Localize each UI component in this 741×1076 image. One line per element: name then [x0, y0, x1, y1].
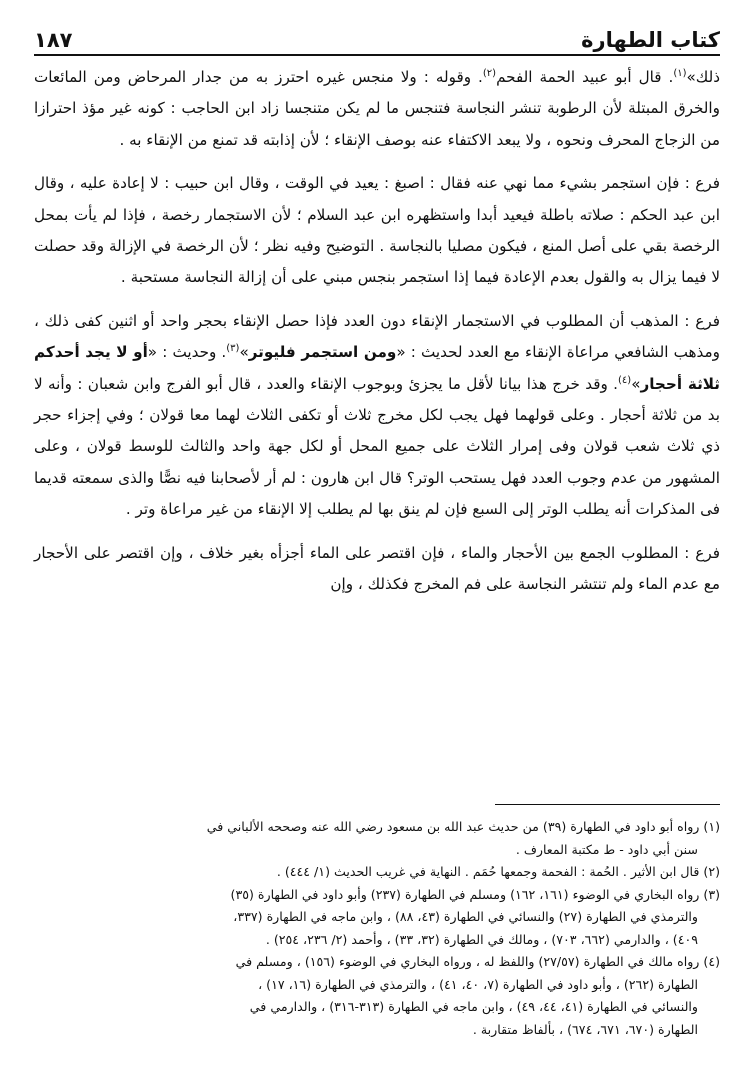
hadith-quote: أو لا يجد أحدكم ثلاثة أحجار	[34, 343, 721, 393]
footnote-text: رواه أبو داود في الطهارة (٣٩) من حديث عبد الله بن مسعود رضي الله عنه وصححه الألباني في	[206, 819, 700, 834]
text-run: ذلك»	[686, 68, 720, 86]
footnote	[34, 816, 720, 861]
footnote-number: (٢)	[703, 864, 720, 879]
paragraph	[34, 306, 720, 526]
footnote-ref: (٤)	[618, 374, 632, 386]
footnote-ref: (٢)	[482, 67, 497, 79]
main-text	[34, 62, 720, 601]
hadith-quote: ومن استجمر فليوتر	[248, 343, 397, 362]
footnote	[34, 861, 720, 884]
footnote-text: رواه مالك في الطهارة (٢٧/٥٧) واللفظ له ، ورواه البخاري في الوضوء (١٥٦) ، ومسلم في	[235, 954, 700, 969]
footnote-text: قال ابن الأثير . الحُمة : الفحمة وجمعها حُمَم . النهاية في غريب الحديث (١/ ٤٤٤) .	[276, 864, 700, 879]
text-run: . وقوله : ولا منجس غيره احترز به من جدار المرحاض ومن المائعات والخرق المبتلة لأن الرطوبة تنشر النجاسة فتنجس ما لم يكن متنجسا زاد ابن الحاجب : كونه غير مؤذ احترازا من الزجاج المحرف ونحوه ، ولا يبعد الاكتفاء عنه بوصف الإنقاء ؛ لأن إذابته قد تمنع من الإنقاء به .	[34, 68, 720, 149]
footnote	[34, 884, 720, 952]
text-run: »	[631, 374, 641, 393]
footnote-separator	[495, 804, 720, 805]
chapter-title: كتاب الطهارة	[581, 28, 720, 52]
footnote-text: والنسائي في الطهارة (٤١، ٤٤، ٤٩) ، وابن ماجه في الطهارة (٣١٣-٣١٦) ، والدارمي في	[249, 999, 698, 1014]
page-number: ١٨٧	[34, 28, 73, 52]
footnote-ref: (١)	[673, 67, 687, 79]
text-run: »	[239, 343, 249, 362]
footnote-text: رواه البخاري في الوضوء (١٦١، ١٦٢) ومسلم في الطهارة (٢٣٧) وأبو داود في الطهارة (٣٥)	[230, 886, 700, 902]
footnote-text: الطهارة (٦٧٠، ٦٧١، ٦٧٤) ، بألفاظ متقاربة .	[472, 1021, 698, 1037]
paragraph: فرع : المطلوب الجمع بين الأحجار والماء ، فإن اقتصر على الماء أجزأه بغير خلاف ، وإن اقتصر على الأحجار مع عدم الماء ولم تنتشر النجاسة على فم المخرج فكذلك ، وإن	[34, 543, 720, 594]
footnote-number: (١)	[703, 819, 720, 834]
footnote-text: سنن أبي داود - ط مكتبة المعارف .	[515, 841, 698, 857]
footnote-number: (٤)	[703, 954, 720, 969]
running-header	[34, 26, 720, 56]
paragraph: فرع : فإن استجمر بشيء مما نهي عنه فقال : اصبغ : يعيد في الوقت ، وقال ابن حبيب : لا إعادة عليه ، وقال ابن عبد الحكم : صلاته باطلة فيعيد أبدا واستظهره ابن عبد السلام ؛ لأن الاستجمار رخصة ، فإذا لم يأت بمحل الرخصة بقي على أصل المنع ، فيكون مصليا بالنجاسة . التوضيح وفيه نظر ؛ لأن الرخصة في الإزالة وقد حصلت لا فيما يزال به والقول بعدم الإعادة فيما إذا استجمر بنجس مبني على أن إزالة النجاسة مستحبة .	[34, 174, 720, 287]
footnote-text: والترمذي في الطهارة (٢٧) والنسائي في الطهارة (٤٣، ٨٨) ، وابن ماجه في الطهارة (٣٣٧،	[233, 909, 698, 924]
text-run: . قال أبو عبيد الحمة الفحم	[496, 68, 674, 86]
text-run: . وحديث : «	[147, 343, 227, 362]
footnote-text: ٤٠٩) ، والدارمي (٦٦٢، ٧٠٣) ، ومالك في الطهارة (٣٢، ٣٣) ، وأحمد (٢/ ٢٣٦، ٢٥٤) .	[265, 931, 698, 947]
book-page	[34, 26, 720, 1066]
footnotes	[34, 816, 720, 1041]
text-run: فرع : المذهب أن المطلوب في الاستجمار الإنقاء دون العدد فإذا حصل الإنقاء بحجر واحد أو اثنين كفى ذلك ، ومذهب الشافعي مراعاة الإنقاء مع العدد لحديث : «	[34, 311, 721, 362]
footnote-ref: (٣)	[226, 343, 240, 355]
footnote-text: الطهارة (٢٦٢) ، وأبو داود في الطهارة (٧، ٤٠، ٤١) ، والترمذي في الطهارة (١٦، ١٧) ،	[258, 976, 698, 992]
footnote-number: (٣)	[703, 886, 720, 902]
footnote	[34, 951, 720, 1041]
text-run: . وقد خرج هذا بيانا لأقل ما يجزئ وبوجوب الإنقاء والعدد ، قال أبو الفرج وابن شعبان : وأنه لا بد من ثلاثة أحجار . وعلى قولهما فهل يجب لكل مخرج ثلاث أو تكفى الثلاث لهما معا قولان ؛ وفي إجزاء حجر ذي ثلاث شعب قولان وفى إمرار الثلاث على جميع المحل أو لكل جهة واحد والثالث للوسط قولان ، وعلى المشهور من عدم وجوب العدد فهل يستحب الوتر؟ قال ابن هارون : لم أر لأصحابنا فيه نصًّا والذى سمعته قديما فى المذكرات أنه يطلب الوتر إلى السبع فإن لم ينق بها لم يطلب إلا الإنقاء من غير مراعاة وتر .	[34, 374, 720, 519]
paragraph	[34, 62, 720, 156]
